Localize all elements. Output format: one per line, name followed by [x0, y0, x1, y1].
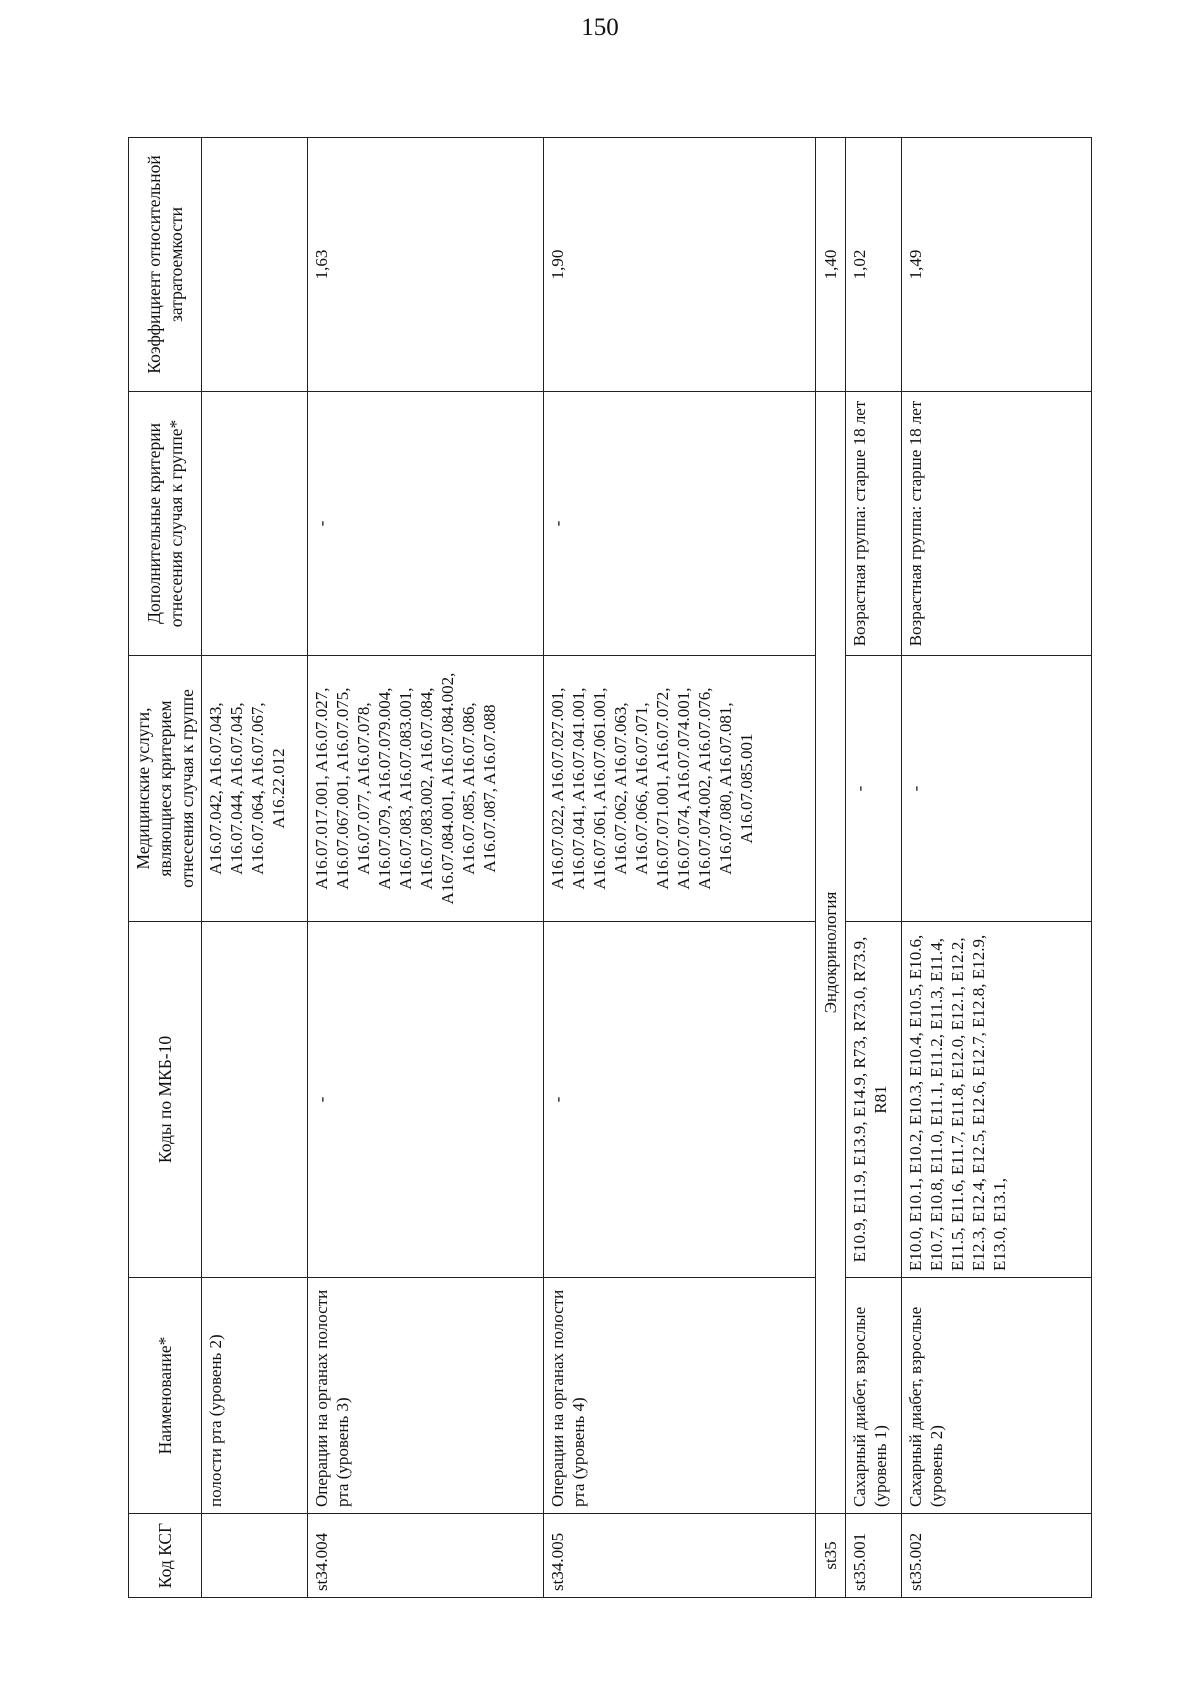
cell-name: полости рта (уровень 2) [202, 1278, 308, 1514]
section-title: Эндокринология [816, 392, 846, 1514]
cell-icd: E10.0, E10.1, E10.2, E10.3, E10.4, E10.5, E10.6, E10.7, E10.8, E11.0, E11.1, E11.2, E11.3, E11.4, E11.5, E11.6, E11.7, E11.8, E12.0, E12.1, E12.2, E12.3, E12.4, E12.5, E12.6, E12.7, E12.8, E12.9, E13.0, E13.1, [902, 922, 1092, 1278]
table-row [202, 138, 308, 1598]
ksg-table [128, 137, 1092, 1598]
cell-code: st35.001 [846, 1514, 902, 1598]
cell-name: Операции на органах полости рта (уровень 3) [308, 1278, 544, 1514]
header-icd: Коды по МКБ-10 [129, 922, 202, 1278]
ksg-table-rotated [128, 138, 1086, 1598]
cell-name: Сахарный диабет, взрослые (уровень 1) [846, 1278, 902, 1514]
cell-criteria: Возрастная группа: старше 18 лет [846, 392, 902, 656]
cell-code [202, 1514, 308, 1598]
cell-criteria: - [308, 392, 544, 656]
cell-icd: E10.9, E11.9, E13.9, E14.9, R73, R73.0, R73.9, R81 [846, 922, 902, 1278]
cell-icd: - [308, 922, 544, 1278]
page-number: 150 [581, 14, 619, 41]
cell-services: - [902, 656, 1092, 922]
table-row [544, 138, 816, 1598]
header-row [129, 138, 202, 1598]
header-name: Наименование* [129, 1278, 202, 1514]
cell-criteria [202, 392, 308, 656]
cell-icd: - [544, 922, 816, 1278]
cell-coef: 1,90 [544, 138, 816, 392]
section-coef: 1,40 [816, 138, 846, 392]
cell-name: Операции на органах полости рта (уровень 4) [544, 1278, 816, 1514]
cell-services: - [846, 656, 902, 922]
section-row [816, 138, 846, 1598]
cell-coef: 1,63 [308, 138, 544, 392]
table-row [902, 138, 1092, 1598]
cell-criteria: - [544, 392, 816, 656]
table-row [846, 138, 902, 1598]
cell-code: st34.004 [308, 1514, 544, 1598]
cell-services: A16.07.017.001, A16.07.027, A16.07.067.001, A16.07.075, A16.07.077, A16.07.078, A16.07.079, A16.07.079.004, A16.07.083, A16.07.083.001, A16.07.083.002, A16.07.084, A16.07.084.001, A16.07.084.002, A16.07.085, A16.07.086, A16.07.087, A16.07.088 [308, 656, 544, 922]
cell-criteria: Возрастная группа: старше 18 лет [902, 392, 1092, 656]
header-services: Медицинские услуги, являющиеся критерием отнесения случая к группе [129, 656, 202, 922]
header-criteria: Дополнительные критерии отнесения случая к группе* [129, 392, 202, 656]
table-row [308, 138, 544, 1598]
cell-coef: 1,02 [846, 138, 902, 392]
cell-icd [202, 922, 308, 1278]
header-coef: Коэффициент относительной затратоемкости [129, 138, 202, 392]
header-code: Код КСГ [129, 1514, 202, 1598]
cell-services: A16.07.022, A16.07.027.001, A16.07.041, A16.07.041.001, A16.07.061, A16.07.061.001, A16.07.062, A16.07.063, A16.07.066, A16.07.071, A16.07.071.001, A16.07.072, A16.07.074, A16.07.074.001, A16.07.074.002, A16.07.076, A16.07.080, A16.07.081, A16.07.085.001 [544, 656, 816, 922]
cell-code: st35.002 [902, 1514, 1092, 1598]
cell-code: st34.005 [544, 1514, 816, 1598]
cell-coef [202, 138, 308, 392]
cell-name: Сахарный диабет, взрослые (уровень 2) [902, 1278, 1092, 1514]
cell-services: A16.07.042, A16.07.043, A16.07.044, A16.07.045, A16.07.064, A16.07.067, A16.22.012 [202, 656, 308, 922]
cell-coef: 1,49 [902, 138, 1092, 392]
section-code: st35 [816, 1514, 846, 1598]
